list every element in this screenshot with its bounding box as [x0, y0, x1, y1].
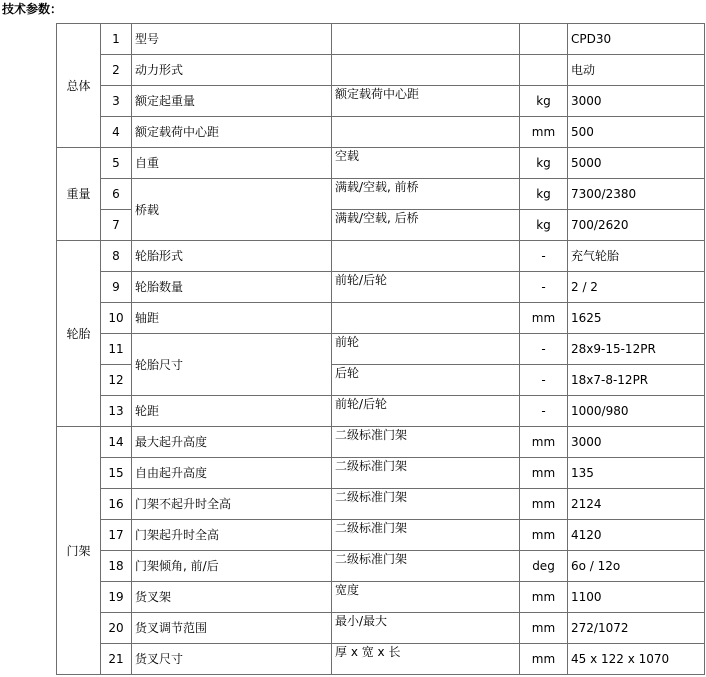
param-value: 1100 [568, 582, 705, 613]
param-name: 货叉架 [132, 582, 332, 613]
param-name: 型号 [132, 24, 332, 55]
param-name: 额定载荷中心距 [132, 117, 332, 148]
table-row [57, 55, 705, 86]
row-number: 19 [101, 582, 132, 613]
param-unit: kg [520, 86, 568, 117]
param-condition: 满载/空载, 后桥 [332, 210, 520, 241]
param-condition: 满载/空载, 前桥 [332, 179, 520, 210]
param-name: 货叉调节范围 [132, 613, 332, 644]
param-unit: mm [520, 613, 568, 644]
param-name: 自重 [132, 148, 332, 179]
param-condition: 二级标准门架 [332, 489, 520, 520]
table-row [57, 489, 705, 520]
param-name: 轴距 [132, 303, 332, 334]
param-value: 700/2620 [568, 210, 705, 241]
param-unit: mm [520, 582, 568, 613]
row-number: 3 [101, 86, 132, 117]
param-name: 轮胎数量 [132, 272, 332, 303]
param-condition [332, 55, 520, 86]
row-number: 1 [101, 24, 132, 55]
section-heading: 技术参数： [2, 2, 63, 16]
table-row [57, 396, 705, 427]
param-value: 3000 [568, 427, 705, 458]
table-row [57, 427, 705, 458]
table-row [57, 86, 705, 117]
row-number: 11 [101, 334, 132, 365]
row-number: 13 [101, 396, 132, 427]
row-number: 5 [101, 148, 132, 179]
row-number: 17 [101, 520, 132, 551]
table-row [57, 644, 705, 675]
param-name: 轮胎尺寸 [132, 334, 332, 396]
param-value: 充气轮胎 [568, 241, 705, 272]
param-value: 28x9-15-12PR [568, 334, 705, 365]
row-number: 15 [101, 458, 132, 489]
table-row [57, 117, 705, 148]
param-condition: 前轮/后轮 [332, 396, 520, 427]
row-number: 18 [101, 551, 132, 582]
table-row [57, 520, 705, 551]
param-condition: 二级标准门架 [332, 427, 520, 458]
table-row [57, 458, 705, 489]
param-condition: 宽度 [332, 582, 520, 613]
param-condition: 二级标准门架 [332, 551, 520, 582]
param-unit: - [520, 334, 568, 365]
param-condition: 空载 [332, 148, 520, 179]
param-condition: 前轮/后轮 [332, 272, 520, 303]
param-value: 电动 [568, 55, 705, 86]
param-unit: deg [520, 551, 568, 582]
param-unit: mm [520, 644, 568, 675]
param-condition: 后轮 [332, 365, 520, 396]
group-label: 总体 [57, 24, 101, 148]
row-number: 10 [101, 303, 132, 334]
param-unit: kg [520, 148, 568, 179]
param-value: 4120 [568, 520, 705, 551]
param-condition [332, 117, 520, 148]
param-name: 动力形式 [132, 55, 332, 86]
row-number: 16 [101, 489, 132, 520]
param-condition: 最小/最大 [332, 613, 520, 644]
param-value: 3000 [568, 86, 705, 117]
group-label: 门架 [57, 427, 101, 675]
param-name: 自由起升高度 [132, 458, 332, 489]
param-value: 7300/2380 [568, 179, 705, 210]
param-name: 门架不起升时全高 [132, 489, 332, 520]
table-row [57, 334, 705, 365]
param-value: 18x7-8-12PR [568, 365, 705, 396]
row-number: 7 [101, 210, 132, 241]
param-value: 6o / 12o [568, 551, 705, 582]
param-unit: - [520, 241, 568, 272]
param-condition [332, 241, 520, 272]
param-value: 2 / 2 [568, 272, 705, 303]
table-row [57, 24, 705, 55]
row-number: 20 [101, 613, 132, 644]
group-label: 重量 [57, 148, 101, 241]
table-row [57, 551, 705, 582]
param-value: 1625 [568, 303, 705, 334]
param-value: 135 [568, 458, 705, 489]
param-name: 轮胎形式 [132, 241, 332, 272]
param-unit: mm [520, 458, 568, 489]
param-value: 45 x 122 x 1070 [568, 644, 705, 675]
param-unit [520, 55, 568, 86]
param-name: 额定起重量 [132, 86, 332, 117]
param-unit: - [520, 396, 568, 427]
row-number: 12 [101, 365, 132, 396]
param-condition: 二级标准门架 [332, 520, 520, 551]
table-row [57, 148, 705, 179]
row-number: 2 [101, 55, 132, 86]
param-value: 272/1072 [568, 613, 705, 644]
group-label: 轮胎 [57, 241, 101, 427]
param-unit: mm [520, 427, 568, 458]
param-name: 轮距 [132, 396, 332, 427]
param-condition [332, 24, 520, 55]
table-row [57, 303, 705, 334]
param-value: 5000 [568, 148, 705, 179]
param-unit: kg [520, 210, 568, 241]
param-value: 1000/980 [568, 396, 705, 427]
param-unit: mm [520, 520, 568, 551]
param-condition: 二级标准门架 [332, 458, 520, 489]
param-value: CPD30 [568, 24, 705, 55]
table-row [57, 613, 705, 644]
param-condition [332, 303, 520, 334]
param-condition: 前轮 [332, 334, 520, 365]
param-name: 货叉尺寸 [132, 644, 332, 675]
row-number: 9 [101, 272, 132, 303]
param-condition: 额定载荷中心距 [332, 86, 520, 117]
row-number: 14 [101, 427, 132, 458]
param-unit: mm [520, 303, 568, 334]
param-name: 门架起升时全高 [132, 520, 332, 551]
param-name: 最大起升高度 [132, 427, 332, 458]
row-number: 21 [101, 644, 132, 675]
spec-table [56, 23, 705, 675]
row-number: 4 [101, 117, 132, 148]
row-number: 6 [101, 179, 132, 210]
param-unit [520, 24, 568, 55]
table-row [57, 241, 705, 272]
param-value: 500 [568, 117, 705, 148]
param-unit: kg [520, 179, 568, 210]
table-row [57, 582, 705, 613]
param-value: 2124 [568, 489, 705, 520]
param-unit: mm [520, 489, 568, 520]
param-name: 桥载 [132, 179, 332, 241]
param-unit: mm [520, 117, 568, 148]
param-unit: - [520, 272, 568, 303]
row-number: 8 [101, 241, 132, 272]
param-name: 门架倾角, 前/后 [132, 551, 332, 582]
table-row [57, 179, 705, 210]
table-row [57, 272, 705, 303]
param-unit: - [520, 365, 568, 396]
param-condition: 厚 x 宽 x 长 [332, 644, 520, 675]
